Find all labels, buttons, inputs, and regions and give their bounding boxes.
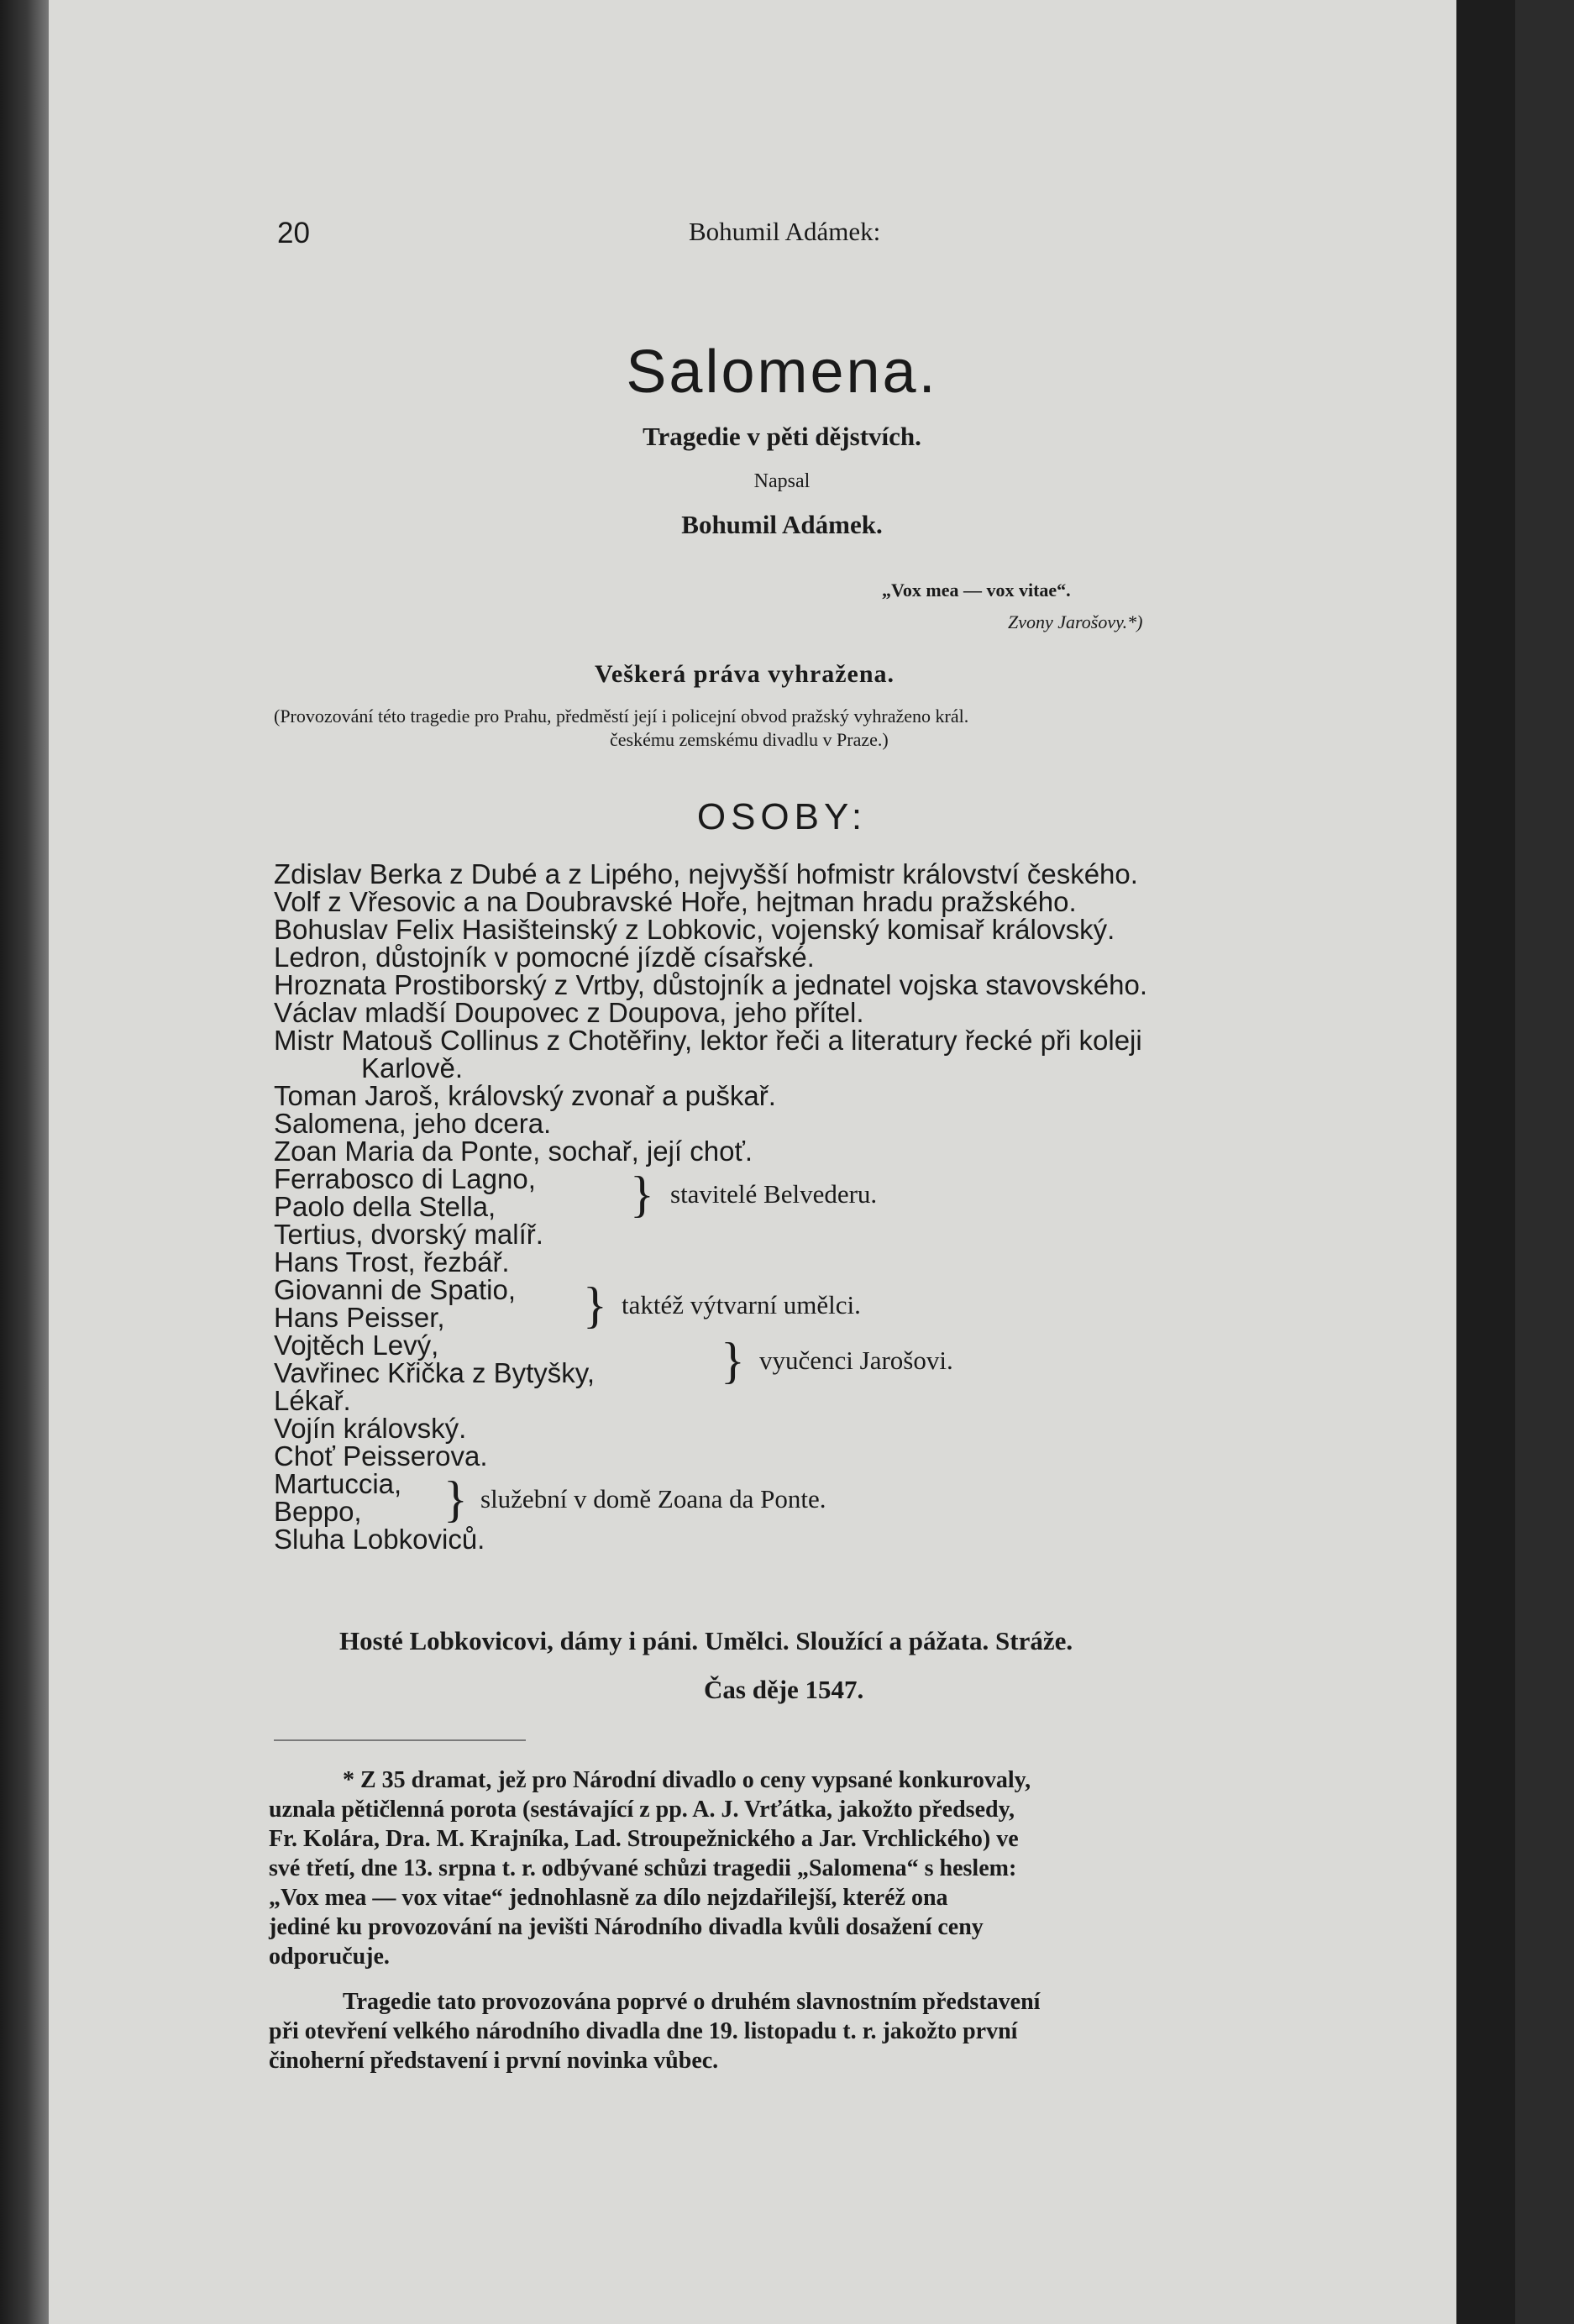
cast-entry: Hans Trost, řezbář. bbox=[274, 1246, 510, 1277]
grouping-brace: } bbox=[630, 1167, 654, 1222]
grouping-brace: } bbox=[583, 1277, 607, 1333]
motto-quote: „Vox mea — vox vitae“. bbox=[882, 580, 1071, 601]
cast-entry: Sluha Lobkoviců. bbox=[274, 1524, 485, 1555]
cast-entry: Václav mladší Doupovec z Doupova, jeho přítel. bbox=[274, 997, 864, 1028]
cast-entry: Zdislav Berka z Dubé a z Lipého, nejvyšší hofmistr království českého. bbox=[274, 858, 1138, 889]
cast-entry-continuation: Karlově. bbox=[361, 1052, 464, 1083]
book-page bbox=[49, 0, 1515, 2324]
cast-entry: Volf z Vřesovic a na Doubravské Hoře, hejtman hradu pražského. bbox=[274, 886, 1077, 917]
book-binding-left bbox=[0, 0, 49, 2324]
time-of-action: Čas děje 1547. bbox=[704, 1675, 864, 1704]
grouping-brace: } bbox=[443, 1472, 468, 1527]
cast-entry: Toman Jaroš, královský zvonař a puškař. bbox=[274, 1080, 776, 1111]
book-page-edge-right bbox=[1456, 0, 1515, 2324]
performance-note-line-2: českému zemskému divadlu v Praze.) bbox=[610, 729, 889, 750]
footnote-line: při otevření velkého národního divadla dne 19. listopadu t. r. jakožto první bbox=[269, 2018, 1018, 2044]
footnote-line: své třetí, dne 13. srpna t. r. odbývané schůzi tragedii „Salomena“ s heslem: bbox=[269, 1855, 1017, 1881]
footnote-rule bbox=[274, 1739, 526, 1741]
group-role: taktéž výtvarní umělci. bbox=[622, 1290, 861, 1319]
cast-entry: Vojín královský. bbox=[274, 1413, 467, 1444]
footnote-line: Tragedie tato provozována poprvé o druhém slavnostním představení bbox=[343, 1989, 1041, 2015]
play-title: Salomena. bbox=[626, 338, 938, 406]
footnote-line: odporučuje. bbox=[269, 1944, 390, 1970]
page-number: 20 bbox=[277, 217, 310, 249]
motto-attribution: Zvony Jarošovy.*) bbox=[1008, 611, 1143, 632]
cast-entry: Hroznata Prostiborský z Vrtby, důstojník a jednatel vojska stavovského. bbox=[274, 969, 1147, 1000]
extras-line: Hosté Lobkovicovi, dámy i páni. Umělci. Sloužící a pážata. Stráže. bbox=[339, 1626, 1073, 1655]
cast-entry: Zoan Maria da Ponte, sochař, její choť. bbox=[274, 1136, 753, 1167]
group-role: vyučenci Jarošovi. bbox=[759, 1346, 953, 1375]
cast-entry: Choť Peisserova. bbox=[274, 1440, 488, 1472]
cast-entry: Martuccia, bbox=[274, 1468, 402, 1499]
cast-entry: Ledron, důstojník v pomocné jízdě císařské. bbox=[274, 942, 815, 973]
footnote-line: * Z 35 dramat, jež pro Národní divadlo o ceny vypsané konkurovaly, bbox=[343, 1767, 1031, 1793]
footnote-line: jediné ku provozování na jevišti Národního divadla kvůli dosažení ceny bbox=[269, 1914, 984, 1940]
running-title: Bohumil Adámek: bbox=[689, 217, 881, 246]
cast-entry: Salomena, jeho dcera. bbox=[274, 1108, 552, 1139]
rights-notice: Veškerá práva vyhražena. bbox=[595, 660, 895, 688]
cast-entry: Mistr Matouš Collinus z Chotěřiny, lektor řeči a literatury řecké při koleji bbox=[274, 1025, 1142, 1056]
cast-entry: Giovanni de Spatio, bbox=[274, 1274, 517, 1305]
footnote-line: Fr. Kolára, Dra. M. Krajníka, Lad. Stroupežnického a Jar. Vrchlického) ve bbox=[269, 1826, 1019, 1852]
performance-note-line-1: (Provozování této tragedie pro Prahu, předměstí její i policejní obvod pražský vyhraženo král. bbox=[274, 706, 969, 727]
footnote-line: činoherní představení i první novinka vůbec. bbox=[269, 2048, 719, 2074]
cast-entry: Paolo della Stella, bbox=[274, 1191, 496, 1222]
cast-heading: OSOBY: bbox=[696, 796, 868, 837]
cast-entry: Beppo, bbox=[274, 1496, 362, 1527]
cast-entry: Tertius, dvorský malíř. bbox=[274, 1219, 543, 1250]
author-name: Bohumil Adámek. bbox=[681, 510, 883, 539]
play-subtitle: Tragedie v pěti dějstvích. bbox=[643, 422, 921, 451]
cast-entry: Ferrabosco di Lagno, bbox=[274, 1163, 536, 1194]
footnote-line: „Vox mea — vox vitae“ jednohlasně za dílo nejzdařilejší, kteréž ona bbox=[269, 1885, 948, 1911]
byline-label: Napsal bbox=[753, 470, 811, 492]
cast-entry: Vavřinec Křička z Bytyšky, bbox=[274, 1357, 595, 1388]
cast-entry: Vojtěch Levý, bbox=[274, 1330, 439, 1361]
group-role: stavitelé Belvederu. bbox=[670, 1179, 878, 1209]
cast-entry: Hans Peisser, bbox=[274, 1302, 445, 1333]
footnote-line: uznala pětičlenná porota (sestávající z pp. A. J. Vrťátka, jakožto předsedy, bbox=[269, 1797, 1015, 1823]
group-role: služební v domě Zoana da Ponte. bbox=[480, 1484, 826, 1513]
cast-entry: Lékař. bbox=[274, 1385, 351, 1416]
cast-entry: Bohuslav Felix Hasišteinský z Lobkovic, vojenský komisař královský. bbox=[274, 914, 1115, 945]
grouping-brace: } bbox=[721, 1333, 745, 1388]
